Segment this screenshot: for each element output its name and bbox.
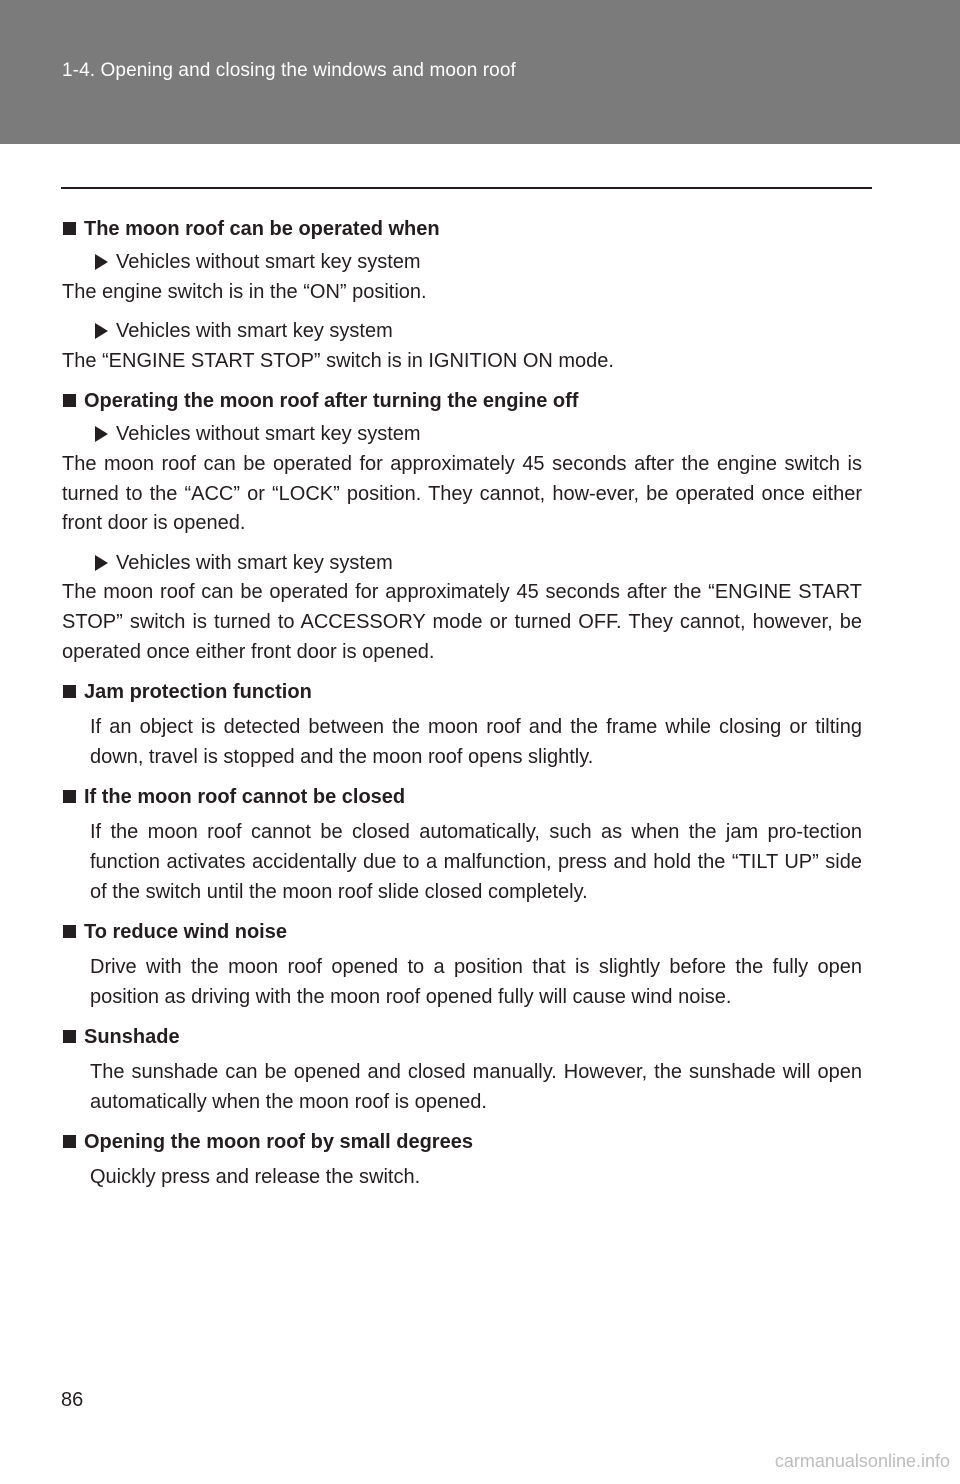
square-bullet-icon (63, 222, 76, 235)
triangle-arrow-icon (95, 254, 108, 270)
section-sunshade (62, 1022, 862, 1117)
section-paragraph: If the moon roof cannot be closed automatically, such as when the jam pro-tection function activates accidentally due to a malfunction, press and hold the “TILT UP” side of the switch until the moon roof slide closed completely. (90, 821, 862, 903)
triangle-arrow-icon (95, 323, 108, 339)
section-paragraph: The sunshade can be opened and closed manually. However, the sunshade will open automatically when the moon roof is opened. (90, 1061, 862, 1113)
watermark: carmanualsonline.info (774, 1451, 950, 1471)
section-heading (62, 677, 862, 707)
square-bullet-icon (63, 790, 76, 803)
square-bullet-icon (63, 1135, 76, 1148)
sub-label-text: Vehicles with smart key system (116, 551, 393, 574)
section-heading (62, 917, 862, 947)
triangle-arrow-icon (95, 555, 108, 571)
section-paragraph: If an object is detected between the moon roof and the frame while closing or tilting down, travel is stopped and the moon roof opens slightly. (90, 716, 862, 768)
section-paragraph: Drive with the moon roof opened to a position that is slightly before the fully open position as driving with the moon roof opened fully will cause wind noise. (90, 956, 862, 1008)
page-content (62, 214, 862, 1203)
sub-text: The “ENGINE START STOP” switch is in IGNITION ON mode. (62, 349, 614, 372)
section-heading (62, 386, 862, 416)
section-small-degrees (62, 1127, 862, 1193)
section-operated-when (62, 214, 862, 376)
sub-block (62, 420, 862, 538)
sub-block (62, 549, 862, 667)
sub-label (62, 549, 862, 579)
square-bullet-icon (63, 925, 76, 938)
section-cannot-close (62, 782, 862, 907)
section-heading (62, 1022, 862, 1052)
section-heading (62, 1127, 862, 1157)
section-heading-text: To reduce wind noise (84, 921, 287, 944)
sub-label-text: Vehicles without smart key system (116, 423, 421, 446)
sub-text: The moon roof can be operated for approximately 45 seconds after the “ENGINE START STOP” switch is turned to ACCESSORY mode or turned OFF. They cannot, however, be operated once either front door is opened. (62, 581, 862, 663)
section-heading-text: The moon roof can be operated when (84, 218, 440, 240)
section-wind-noise (62, 917, 862, 1012)
chapter-title: 1-4. Opening and closing the windows and moon roof (62, 60, 516, 81)
sub-text: The engine switch is in the “ON” position. (62, 280, 427, 303)
section-heading (62, 214, 862, 244)
section-paragraph: Quickly press and release the switch. (90, 1166, 421, 1189)
square-bullet-icon (63, 394, 76, 407)
sub-label (62, 248, 862, 278)
sub-label-text: Vehicles with smart key system (116, 320, 393, 343)
square-bullet-icon (63, 1030, 76, 1043)
section-heading-text: Sunshade (84, 1026, 180, 1049)
section-heading-text: Jam protection function (84, 681, 312, 704)
square-bullet-icon (63, 685, 76, 698)
section-heading-text: Operating the moon roof after turning the engine off (84, 390, 579, 413)
page-number: 86 (61, 1389, 84, 1411)
sub-label-text: Vehicles without smart key system (116, 251, 421, 273)
section-heading-text: If the moon roof cannot be closed (84, 786, 406, 809)
sub-block (62, 317, 862, 376)
section-heading-text: Opening the moon roof by small degrees (84, 1131, 473, 1154)
section-jam-protection (62, 677, 862, 772)
sub-text: The moon roof can be operated for approximately 45 seconds after the engine switch is turned to the “ACC” or “LOCK” position. They cannot, how-ever, be operated once either front door is opened. (62, 452, 862, 535)
sub-block (62, 248, 862, 307)
sub-label (62, 317, 862, 347)
sub-label (62, 420, 862, 450)
section-heading (62, 782, 862, 812)
horizontal-rule (61, 187, 872, 189)
section-after-engine-off (62, 386, 862, 667)
chapter-header-bar (0, 0, 960, 144)
triangle-arrow-icon (95, 426, 108, 442)
